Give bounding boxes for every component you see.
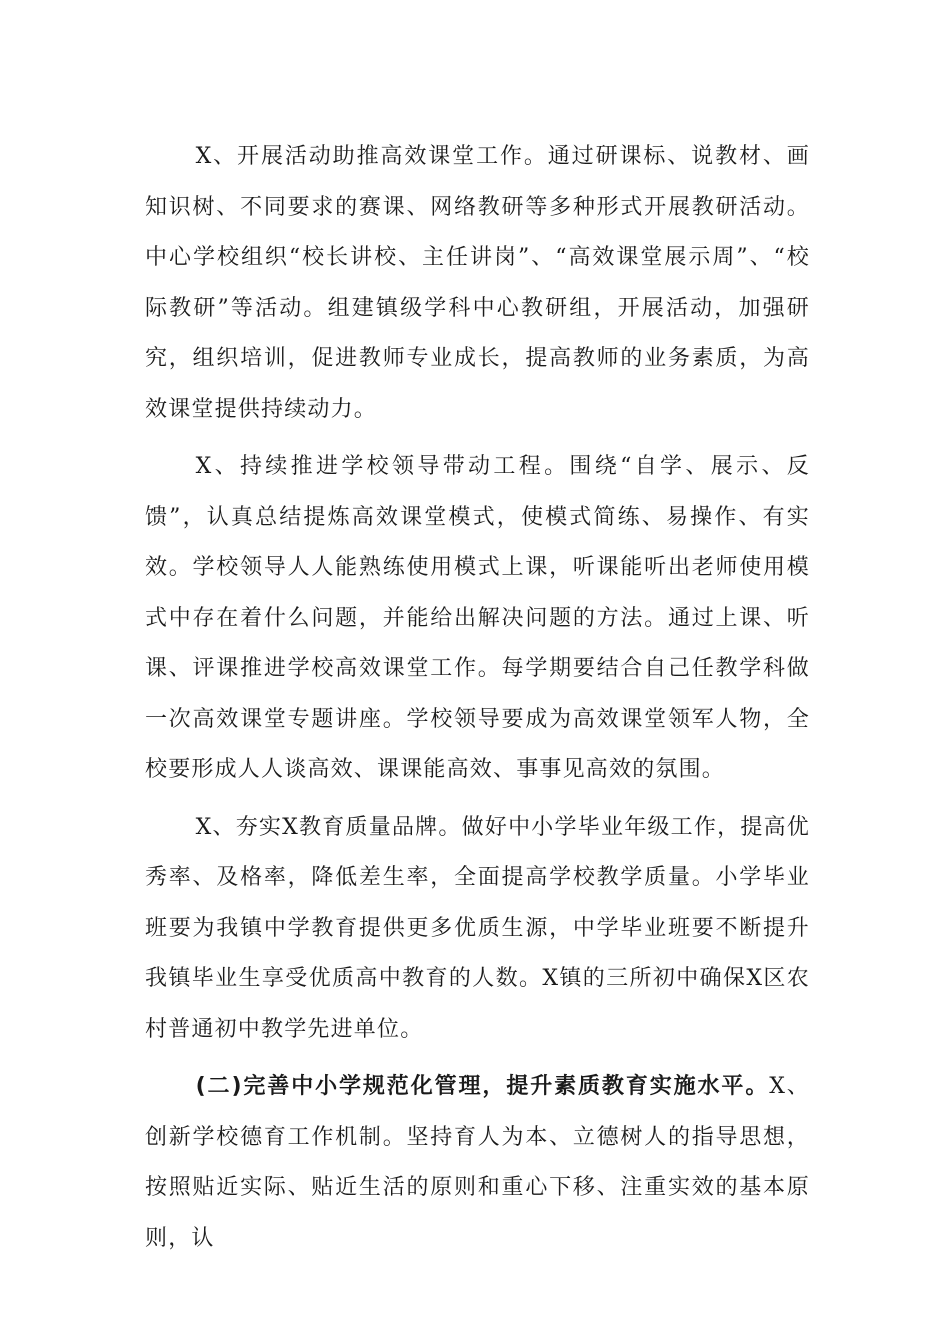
document-body	[145, 132, 810, 1264]
paragraph-leadership	[145, 442, 810, 796]
paragraph-management	[145, 1062, 810, 1264]
paragraph-quality-brand	[145, 803, 810, 1056]
paragraph-text: X、创新学校德育工作机制。坚持育人为本、立德树人的指导思想，按照贴近实际、贴近生活的原则和重心下移、注重实效的基本原则，认	[145, 1074, 810, 1251]
paragraph-text: X、开展活动助推高效课堂工作。通过研课标、说教材、画知识树、不同要求的赛课、网络教研等多种形式开展教研活动。中心学校组织“校长讲校、主任讲岗”、“高效课堂展示周”、“校际教研”等活动。组建镇级学科中心教研组，开展活动，加强研究，组织培训，促进教师专业成长，提高教师的业务素质，为高效课堂提供持续动力。	[145, 144, 810, 422]
paragraph-activities	[145, 132, 810, 435]
paragraph-text: X、夯实X教育质量品牌。做好中小学毕业年级工作，提高优秀率、及格率，降低差生率，全面提高学校教学质量。小学毕业班要为我镇中学教育提供更多优质生源，中学毕业班要不断提升我镇毕业生享受优质高中教育的人数。X镇的三所初中确保X区农村普通初中教学先进单位。	[145, 814, 810, 1042]
section-heading: (二)完善中小学规范化管理，提升素质教育实施水平。	[195, 1074, 770, 1099]
paragraph-text: X、持续推进学校领导带动工程。围绕“自学、展示、反馈”，认真总结提炼高效课堂模式，使模式简练、易操作、有实效。学校领导人人能熟练使用模式上课，听课能听出老师使用模式中存在着什么问题，并能给出解决问题的方法。通过上课、听课、评课推进学校高效课堂工作。每学期要结合自己任教学科做一次高效课堂专题讲座。学校领导要成为高效课堂领军人物，全校要形成人人谈高效、课课能高效、事事见高效的氛围。	[145, 454, 810, 782]
